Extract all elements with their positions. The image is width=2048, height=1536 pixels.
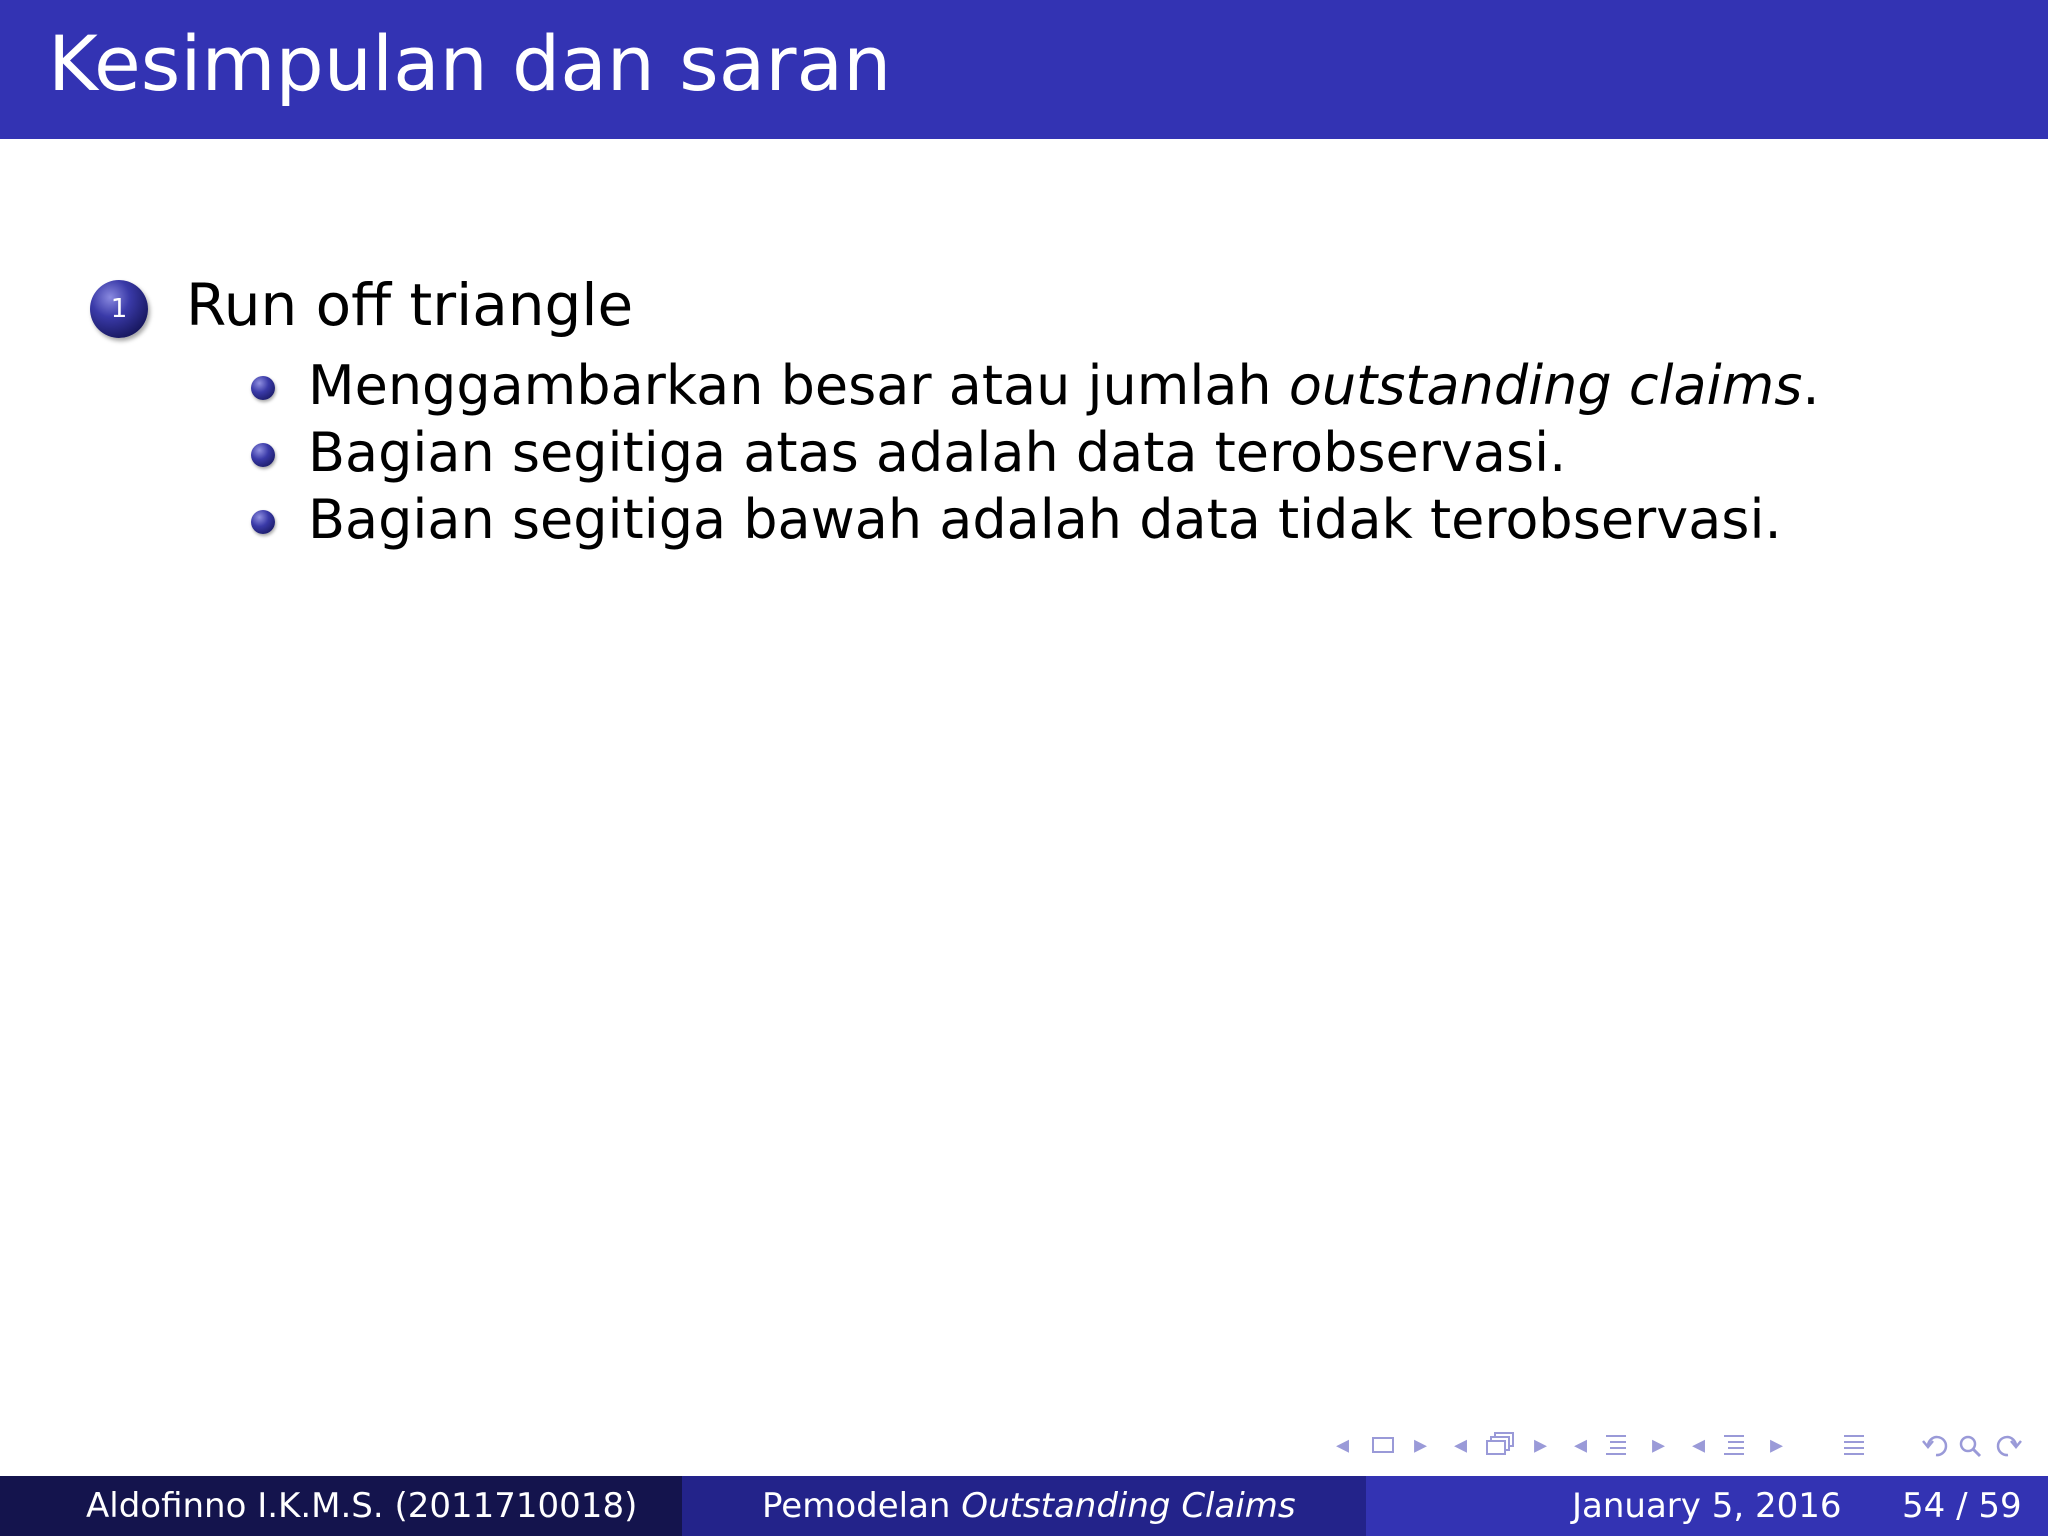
align-icon[interactable]	[1842, 1432, 1866, 1458]
footer-title-section	[682, 1476, 1366, 1536]
frames-icon[interactable]	[1486, 1432, 1516, 1456]
nav-next-section-icon[interactable]: ▸	[1652, 1430, 1666, 1460]
beamer-navigation	[1328, 1428, 2028, 1462]
footer-author-section	[0, 1476, 682, 1536]
nav-prev-frames-icon[interactable]: ◂	[1454, 1430, 1468, 1460]
list-item	[248, 352, 2028, 419]
footer-title-emphasis: Outstanding Claims	[961, 1486, 1296, 1526]
section-icon[interactable]	[1604, 1432, 1628, 1458]
slide-header	[0, 0, 2048, 139]
list-item-text: Bagian segitiga bawah adalah data tidak terobservasi.	[308, 488, 1782, 551]
enumeration-ball-icon	[90, 280, 148, 338]
footer-title-prefix: Pemodelan	[762, 1486, 962, 1526]
emphasized-text: outstanding claims	[1288, 354, 1803, 417]
footer-author: Aldofinno I.K.M.S. (2011710018)	[86, 1486, 638, 1526]
list-item-text	[308, 352, 1820, 419]
footer-date-section	[1366, 1476, 2048, 1536]
nav-next-subsection-icon[interactable]: ▸	[1770, 1430, 1784, 1460]
footer-page-number: 54 / 59	[1902, 1486, 2022, 1526]
list-item	[248, 419, 2028, 486]
nav-prev-frame-icon[interactable]: ◂	[1336, 1430, 1350, 1460]
text-segment: .	[1802, 354, 1820, 417]
list-item	[248, 486, 2028, 553]
bullet-icon	[251, 443, 275, 467]
enumeration-number: 1	[110, 294, 128, 324]
bullet-list	[248, 352, 2028, 553]
slide-title: Kesimpulan dan saran	[48, 19, 892, 108]
text-segment: Menggambarkan besar atau jumlah	[308, 354, 1289, 417]
bullet-icon	[251, 510, 275, 534]
undo-search-redo-icons[interactable]	[1922, 1432, 2022, 1460]
list-item-text: Bagian segitiga atas adalah data terobservasi.	[308, 421, 1567, 484]
nav-next-frame-icon[interactable]: ▸	[1414, 1430, 1428, 1460]
nav-prev-section-icon[interactable]: ◂	[1574, 1430, 1588, 1460]
enumerated-item	[90, 272, 1990, 338]
frame-icon[interactable]	[1372, 1437, 1394, 1453]
nav-prev-subsection-icon[interactable]: ◂	[1692, 1430, 1706, 1460]
enumerated-item-label: Run off triangle	[186, 271, 634, 339]
subsection-icon[interactable]	[1722, 1432, 1746, 1458]
nav-next-frames-icon[interactable]: ▸	[1534, 1430, 1548, 1460]
bullet-icon	[251, 376, 275, 400]
slide-footer	[0, 1476, 2048, 1536]
footer-title	[762, 1476, 1296, 1536]
footer-date: January 5, 2016	[1572, 1486, 1842, 1526]
